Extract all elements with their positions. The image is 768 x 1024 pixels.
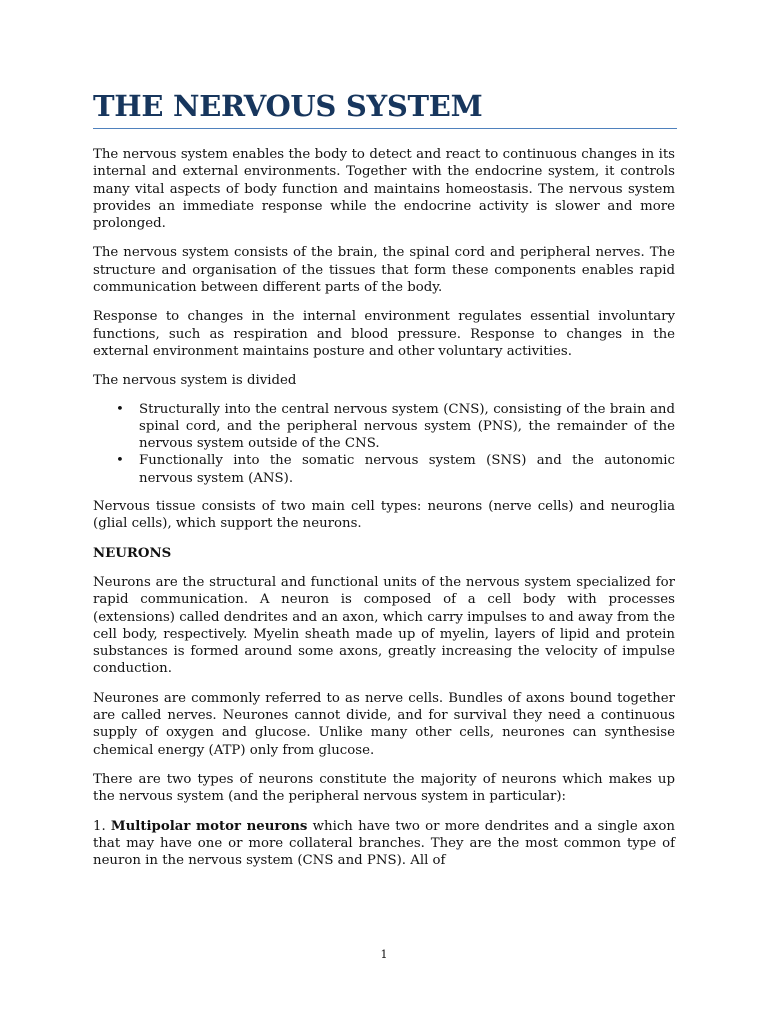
neurons-paragraph-1: Neurons are the structural and functional units of the nervous system specialized for rapid communication. A neuron is composed of a cell body with processes (extensions) called dendrites and an axon, which carry impulses to and away from the cell body, respectively. Myelin sheath made up of myelin, layers of lipid and protein substances is formed around some axons, greatly increasing the velocity of impulse conduction. (93, 574, 675, 677)
neurons-paragraph-2: Neurones are commonly referred to as nerve cells. Bundles of axons bound together are called nerves. Neurones cannot divide, and for survival they need a continuous supply of oxygen and glucose. Unlike many other cells, neurones can synthesise chemical energy (ATP) only from glucose. (93, 690, 675, 758)
numbered-item-text: which have two or more dendrites and a single axon that may have one or more collateral branches. They are the most common type of neuron in the nervous system (CNS and PNS). All of (93, 818, 675, 869)
numbered-item-number: 1. (93, 818, 106, 834)
list-item-text: Structurally into the central nervous system (CNS), consisting of the brain and spinal cord, and the peripheral nervous system (PNS), the remainder of the nervous system outside of the CNS. (139, 401, 675, 452)
bullet-icon: • (116, 453, 124, 469)
bullet-icon: • (116, 401, 124, 417)
list-item (93, 401, 675, 453)
numbered-item-1 (93, 818, 675, 870)
section-heading-neurons: NEURONS (93, 545, 172, 561)
division-list (93, 401, 675, 487)
intro-paragraph-1: The nervous system enables the body to detect and react to continuous changes in its internal and external environments. Together with the endocrine system, it controls many vital aspects of body function and maintains homeostasis. The nervous system provides an immediate response while the endocrine activity is slower and more prolonged. (93, 147, 675, 232)
numbered-item-term: Multipolar motor neurons (110, 818, 308, 834)
intro-paragraph-2: The nervous system consists of the brain, the spinal cord and peripheral nerves. The structure and organisation of the tissues that form these components enables rapid communication between different parts of the body. (93, 245, 675, 296)
document-page (93, 88, 675, 881)
list-item (93, 452, 675, 487)
intro-paragraph-3: Response to changes in the internal environment regulates essential involuntary functions, such as respiration and blood pressure. Response to changes in the external environment maintains posture and other voluntary activities. (93, 309, 675, 359)
cell-types-paragraph: Nervous tissue consists of two main cell types: neurons (nerve cells) and neuroglia (glial cells), which support the neurons. (93, 499, 675, 532)
intro-paragraph-4: The nervous system is divided (93, 373, 297, 389)
neurons-paragraph-3: There are two types of neurons constitute the majority of neurons which makes up the nervous system (and the peripheral nervous system in particular): (93, 771, 675, 805)
title-underline (93, 128, 677, 129)
document-title: THE NERVOUS SYSTEM (93, 89, 483, 123)
page-number: 1 (380, 948, 388, 961)
list-item-text: Functionally into the somatic nervous system (SNS) and the autonomic nervous system (ANS). (139, 453, 675, 486)
